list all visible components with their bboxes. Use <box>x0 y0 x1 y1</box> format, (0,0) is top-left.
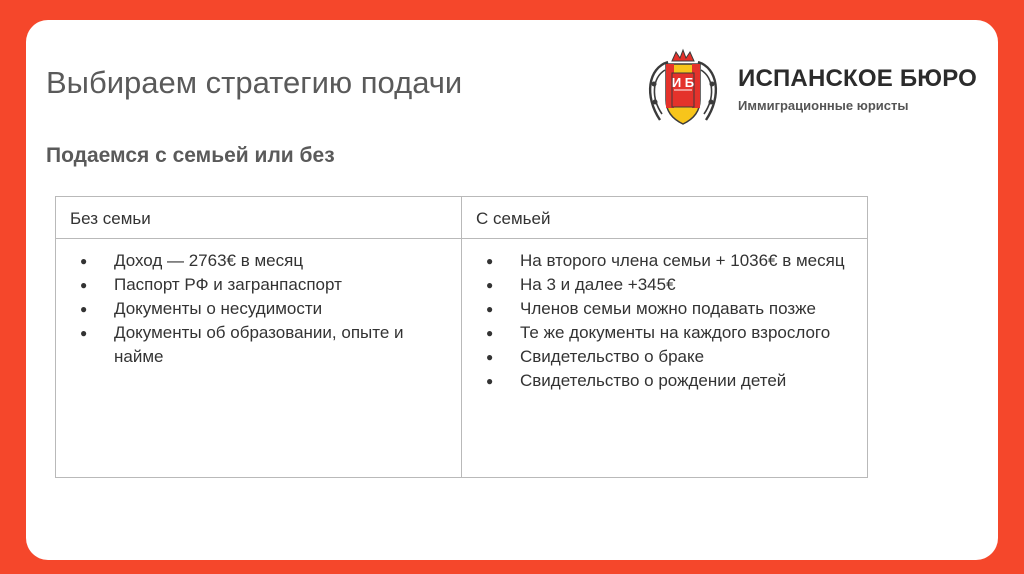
cell-without-family <box>56 239 462 478</box>
header-without-family: Без семьи <box>56 197 462 239</box>
list-item: ● Свидетельство о браке <box>520 345 857 369</box>
without-family-list <box>80 249 451 369</box>
table-row <box>56 239 868 478</box>
company-logo <box>638 44 978 134</box>
cell-with-family <box>462 239 868 478</box>
list-item: ● Документы о несудимости <box>114 297 451 321</box>
logo-emblem-letters: И Б <box>671 75 695 90</box>
comparison-table <box>55 196 868 478</box>
list-item: ● Свидетельство о рождении детей <box>520 369 857 393</box>
list-item: ● Членов семьи можно подавать позже <box>520 297 857 321</box>
logo-emblem-icon <box>638 44 728 134</box>
list-item: ● На 3 и далее +345€ <box>520 273 857 297</box>
slide-subtitle: Подаемся с семьей или без <box>46 144 335 167</box>
slide <box>26 20 998 560</box>
logo-company-name: ИСПАНСКОЕ БЮРО <box>738 65 977 92</box>
list-item: ● На второго члена семьи + 1036€ в месяц <box>520 249 857 273</box>
list-item: ● Те же документы на каждого взрослого <box>520 321 857 345</box>
header-with-family: С семьей <box>462 197 868 239</box>
list-item: ● Паспорт РФ и загранпаспорт <box>114 273 451 297</box>
with-family-list <box>486 249 857 393</box>
list-item: ● Доход — 2763€ в месяц <box>114 249 451 273</box>
table-header-row <box>56 197 868 239</box>
slide-title: Выбираем стратегию подачи <box>46 65 463 100</box>
logo-tagline: Иммиграционные юристы <box>738 98 909 114</box>
list-item: ● Документы об образовании, опыте и найме <box>114 321 451 369</box>
